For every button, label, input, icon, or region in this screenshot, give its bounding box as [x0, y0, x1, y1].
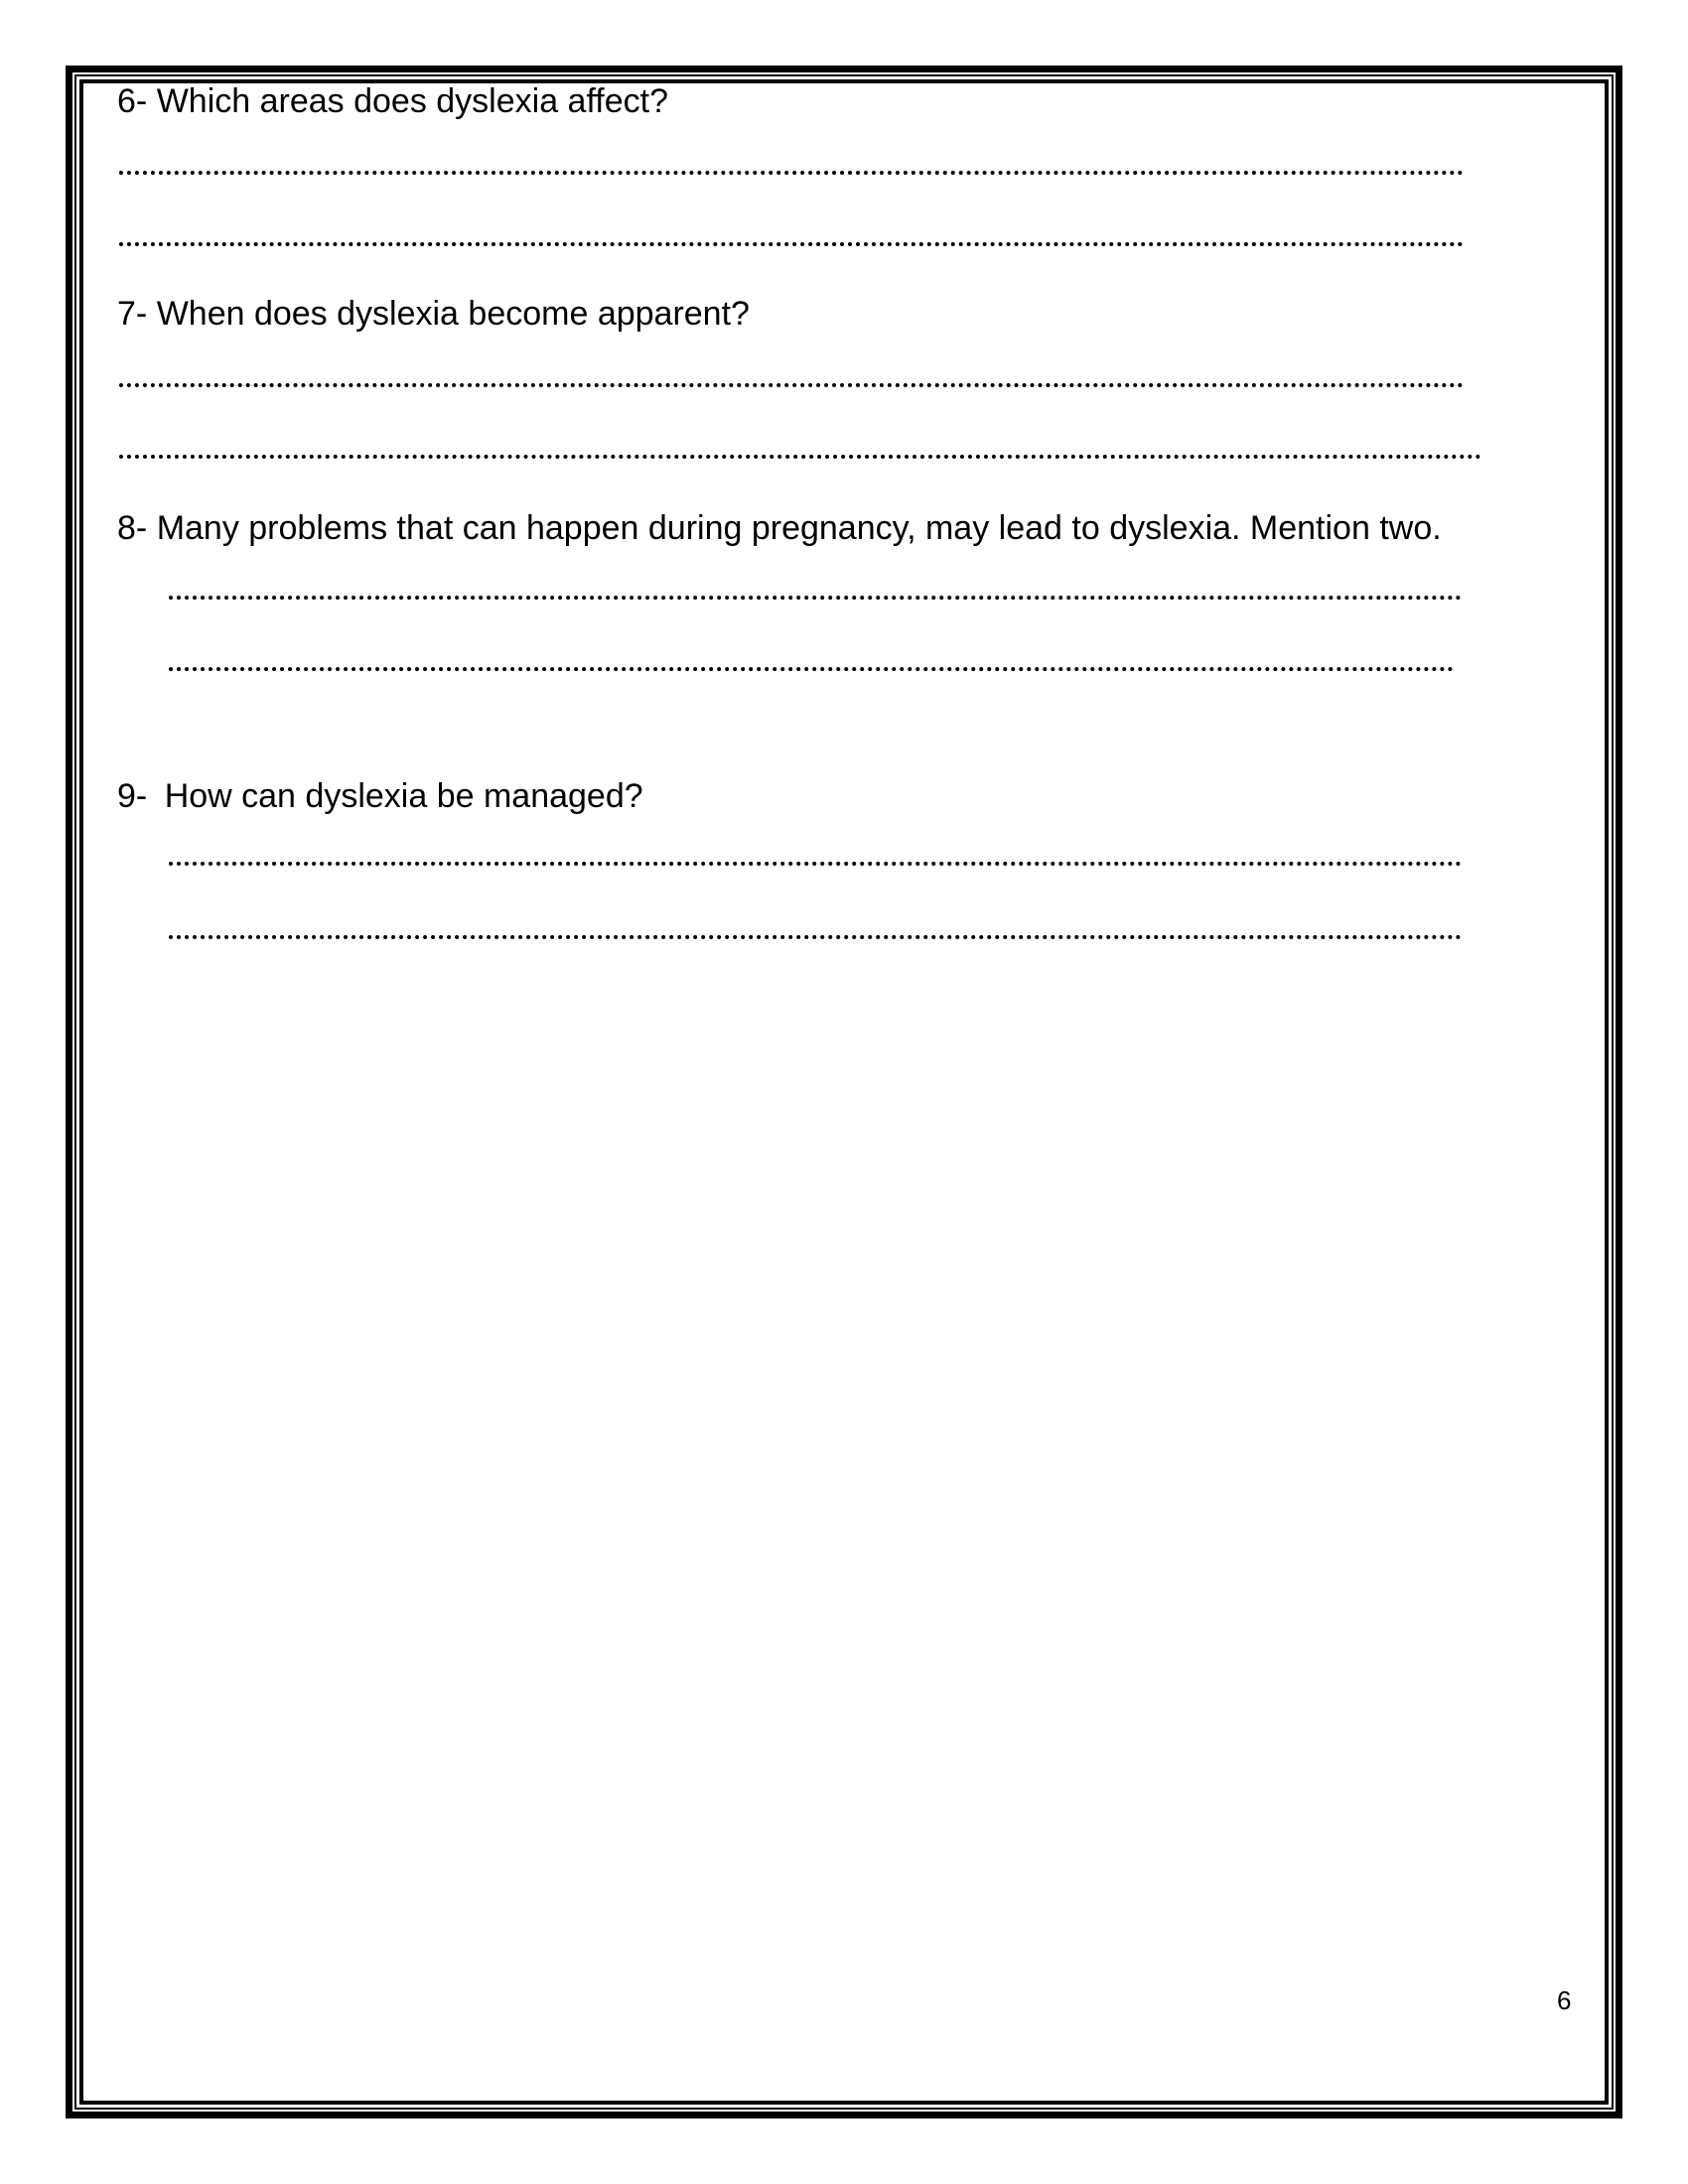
question-7 [117, 294, 750, 334]
answer-line-6-1[interactable] [119, 171, 1464, 175]
question-6 [117, 81, 668, 121]
answer-line-9-1[interactable] [169, 862, 1462, 866]
question-6-number: 6- [117, 82, 148, 120]
answer-line-6-2[interactable] [119, 242, 1464, 246]
answer-line-9-2[interactable] [169, 935, 1462, 939]
question-9-text: How can dyslexia be managed? [164, 777, 643, 815]
question-6-text: Which areas does dyslexia affect? [156, 82, 668, 120]
question-7-number: 7- [117, 295, 148, 333]
question-7-text: When does dyslexia become apparent? [156, 295, 750, 333]
question-8-text: Many problems that can happen during pregnancy, may lead to dyslexia. Mention two. [156, 509, 1442, 547]
question-9 [117, 776, 643, 816]
question-9-number: 9- [117, 777, 148, 815]
answer-line-8-2[interactable] [169, 667, 1454, 671]
answer-line-7-1[interactable] [119, 383, 1464, 387]
answer-line-8-1[interactable] [169, 596, 1462, 600]
answer-line-7-2[interactable] [119, 455, 1481, 459]
page-number: 6 [1557, 1985, 1572, 2015]
question-8 [117, 508, 1442, 548]
question-8-number: 8- [117, 509, 148, 547]
